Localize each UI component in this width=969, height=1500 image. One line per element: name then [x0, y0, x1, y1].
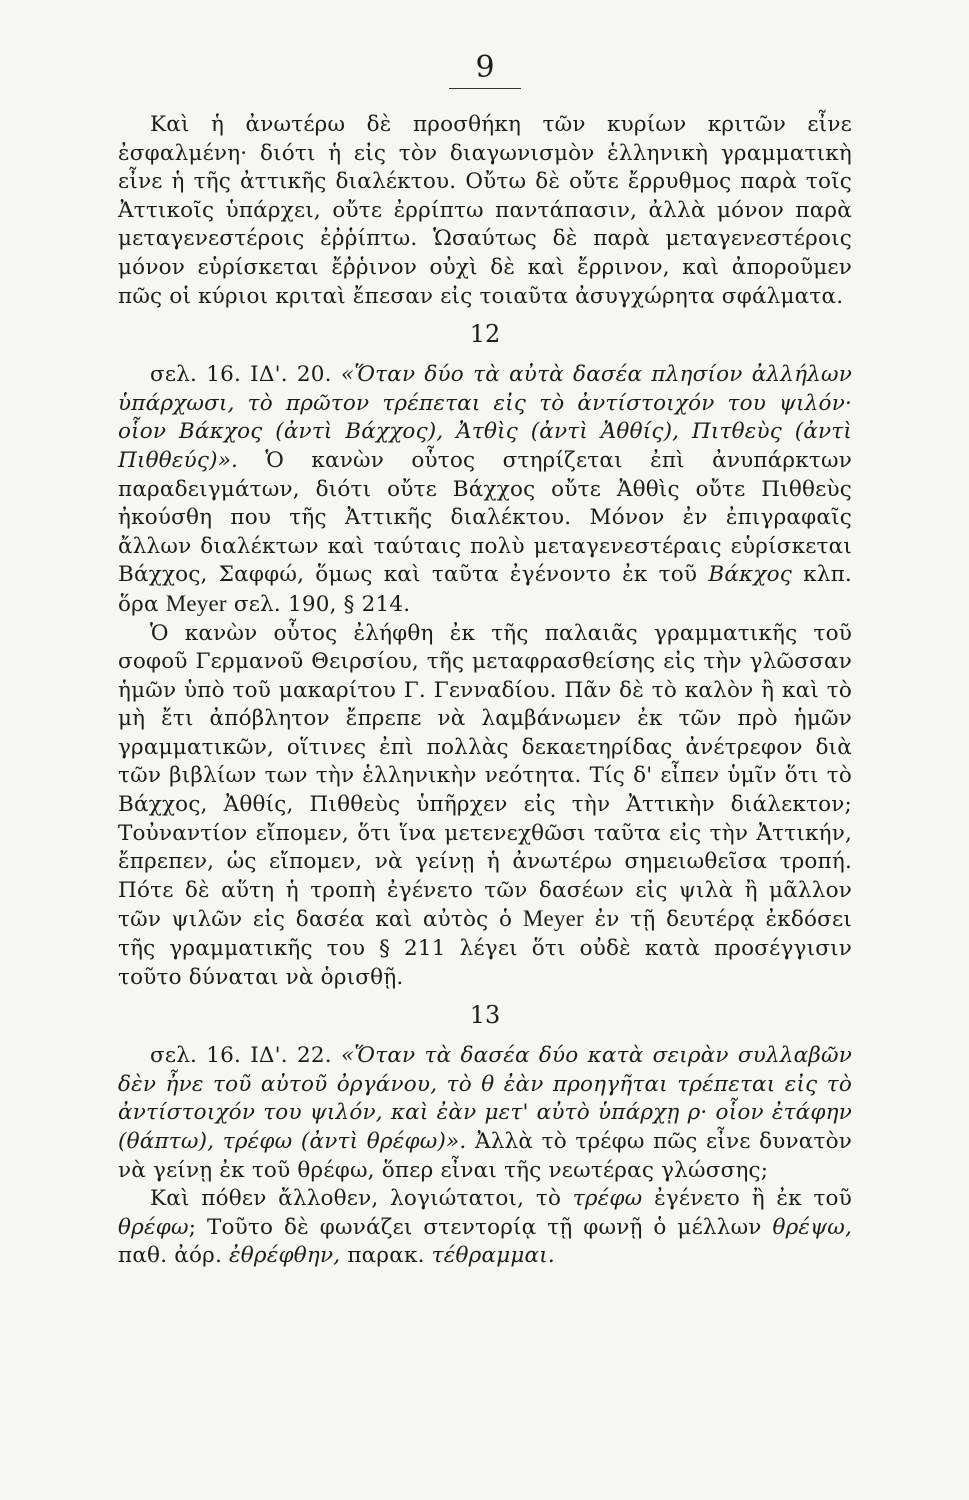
book-page — [118, 50, 852, 1271]
section-13-p2-italic-5: τέθραμμαι. — [431, 1243, 555, 1269]
section-13-quote: «Ὅταν τὰ δασέα δύο κατὰ σειρὰν συλλαβῶν δὲν ἦνε τοῦ αὐτοῦ ὀργάνου, τὸ θ ἐὰν προηγῆται τρέπεται εἰς τὸ ἀντίστοιχόν του ψιλόν, καὶ ἐὰν μετ' αὐτὸ ὑπάρχῃ ρ· οἷον ἐτάφην (θάπτω), τρέφω (ἀντὶ θρέφω)». — [118, 1043, 853, 1154]
section-13-p2-b: ἐγένετο ἢ ἐκ τοῦ — [654, 1186, 852, 1212]
section-12-italic-word: Βάκχος — [708, 562, 792, 588]
section-13-reference: σελ. 16. ΙΔ'. 22. — [150, 1043, 332, 1069]
section-13-p2-d: παθ. ἀόρ. — [118, 1243, 222, 1269]
section-12-paragraph-2 — [118, 620, 852, 993]
section-12-reference: σελ. 16. ΙΔ'. 20. — [150, 362, 332, 388]
section-13-p2-a: Καὶ πόθεν ἄλλοθεν, λογιώτατοι, τὸ — [150, 1186, 562, 1212]
paragraph-intro: Καὶ ἡ ἀνωτέρω δὲ προσθήκη τῶν κυρίων κριτῶν εἶνε ἐσφαλμένη· διότι ἡ εἰς τὸν διαγωνισμὸν ἑλληνικὴ γραμματικὴ εἶνε ἡ τῆς ἀττικῆς διαλέκτου. Οὔτω δὲ οὔτε ἔρρυθμος παρὰ τοῖς Ἀττικοῖς ὑπάρχει, οὔτε ἐρρίπτω παντάπασιν, ἀλλὰ μόνον παρὰ μεταγενεστέροις ἐῤῥίπτω. Ὡσαύτως δὲ παρὰ μεταγενεστέροις μόνον εὑρίσκεται ἔῤῥινον οὐχὶ δὲ καὶ ἔρρινον, καὶ ἀποροῦμεν πῶς οἱ κύριοι κριταὶ ἔπεσαν εἰς τοιαῦτα ἀσυγχώρητα σφάλματα. — [118, 112, 852, 309]
section-13-p2-e: παρακ. — [347, 1243, 425, 1269]
section-12-p2-text: Ὁ κανὼν οὗτος ἐλήφθη ἐκ τῆς παλαιᾶς γραμματικῆς τοῦ σοφοῦ Γερμανοῦ Θειρσίου, τῆς μεταφρασθείσης εἰς τὴν γλῶσσαν ἡμῶν ὑπὸ τοῦ μακαρίτου Γ. Γενναδίου. Πᾶν δὲ τὸ καλὸν ἢ καὶ τὸ μὴ ἔτι ἀπόβλητον ἔπρεπε νὰ λαμβάνωμεν ἐκ τῶν πρὸ ἡμῶν γραμματικῶν, οἵτινες ἐπὶ πολλὰς δεκαετηρίδας ἀνέτρεφον διὰ τῶν βιβλίων των τὴν ἑλληνικὴν νεότητα. Τίς δ' εἶπεν ὑμῖν ὅτι τὸ Βάχχος, Ἀθθίς, Πιθθεὺς ὑπῆρχεν εἰς τὴν Ἀττικὴν διάλεκτον; Τοὐναντίον εἴπομεν, ὅτι ἵνα μετενεχθῶσι ταῦτα εἰς τὴν Ἀττικήν, ἔπρεπεν, ὡς εἴπομεν, νὰ γείνῃ ἡ ἀνωτέρω σημειωθεῖσα τροπή. Πότε δὲ αὕτη ἡ τροπὴ ἐγένετο τῶν δασέων εἰς ψιλὰ ἢ μᾶλλον τῶν ψιλῶν εἰς δασέα καὶ αὐτὸς ὁ — [118, 620, 852, 933]
header-rule — [449, 88, 521, 89]
section-13-p2-c: ; Τοῦτο δὲ φωνάζει στεντορίᾳ τῇ φωνῇ ὁ μέλλων — [188, 1214, 762, 1240]
section-13-p2-italic-1: τρέφω — [572, 1186, 643, 1212]
section-13-commentary: Ἀλλὰ τὸ τρέφω πῶς εἶνε δυνατὸν νὰ γείνῃ ἐκ τοῦ θρέφω, ὅπερ εἶναι τῆς νεωτέρας γλώσσης; — [118, 1129, 852, 1183]
section-13-p2-italic-2: θρέφω — [118, 1214, 189, 1240]
page-number: 9 — [475, 50, 495, 85]
section-12-commentary-tail: κλπ. ὅρα — [118, 562, 852, 617]
section-12-p2-meyer: Meyer — [522, 906, 584, 932]
section-12-meyer: Meyer — [165, 590, 227, 616]
section-12-quote: «Ὅταν δύο τὰ αὐτὰ δασέα πλησίον ἀλλήλων ὑπάρχωσι, τὸ πρῶτον τρέπεται εἰς τὸ ἀντίστοιχόν του ψιλόν· οἷον Βάκχος (ἀντὶ Βάχχος), Ἀτθὶς (ἀντὶ Ἀθθίς), Πιτθεὺς (ἀντὶ Πιθθεύς)». — [118, 362, 852, 473]
section-12-commentary: Ὁ κανὼν οὗτος στηρίζεται ἐπὶ ἀνυπάρκτων παραδειγμάτων, διότι οὔτε Βάχχος οὔτε Ἀθθὶς οὔτε Πιθθεὺς ἠκούσθη που τῆς Ἀττικῆς διαλέκτου. Μόνον ἐν ἐπιγραφαῖς ἄλλων διαλέκτων καὶ ταύταις πολὺ μεταγενεστέραις εὑρίσκεται Βάχχος, Σαφφώ, ὅμως καὶ ταῦτα ἐγένοντο ἐκ τοῦ — [118, 447, 852, 588]
section-number-12: 12 — [469, 320, 501, 349]
section-12-p2-tail: ἐν τῇ δευτέρᾳ ἐκδόσει τῆς γραμματικῆς του § 211 λέγει ὅτι οὐδὲ κατὰ προσέγγισιν τοῦτο δύναται νὰ ὁρισθῇ. — [118, 907, 852, 990]
section-13-paragraph-1 — [118, 1042, 852, 1185]
section-13-paragraph-2 — [118, 1185, 852, 1271]
section-13-p2-italic-4: ἐθρέφθην, — [229, 1243, 341, 1269]
section-12-paragraph-1 — [118, 361, 852, 619]
section-13-p2-italic-3: θρέψω, — [772, 1214, 852, 1240]
section-12-citation: σελ. 190, § 214. — [233, 591, 411, 617]
section-number-13: 13 — [469, 1001, 501, 1030]
